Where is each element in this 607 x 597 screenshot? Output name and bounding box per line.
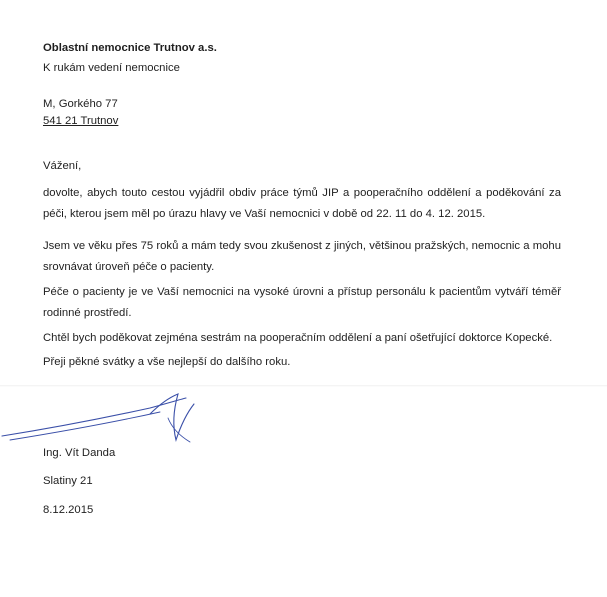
sender-name: Ing. Vít Danda [43,447,116,459]
recipient-city: 541 21 Trutnov [43,115,119,127]
paragraph-wishes: Přeji pěkné svátky a vše nejlepší do dalšího roku. [43,356,291,368]
recipient-organization: Oblastní nemocnice Trutnov a.s. [43,42,217,54]
paragraph-care-quality: Péče o pacienty je ve Vaší nemocnici na vysoké úrovni a přístup personálu k pacientům vytváří téměř rodinné prostředí. [43,286,561,319]
recipient-street: M, Gorkého 77 [43,98,118,110]
paragraph-thanks-staff: Chtěl bych poděkovat zejména sestrám na pooperačním oddělení a paní ošetřující doktorce Kopecké. [43,332,553,344]
recipient-attention: K rukám vedení nemocnice [43,62,180,74]
sender-address: Slatiny 21 [43,475,93,487]
paper-fold-line [0,385,607,387]
handwritten-signature [0,388,240,458]
paragraph-gratitude: dovolte, abych touto cestou vyjádřil obdiv práce týmů JIP a pooperačního oddělení a poděkování za péči, kterou jsem měl po úrazu hlavy ve Vaší nemocnici v době od 22. 11 do 4. 12. 2015. [43,187,561,220]
letter-date: 8.12.2015 [43,504,94,516]
paragraph-experience: Jsem ve věku přes 75 roků a mám tedy svou zkušenost z jiných, většinou pražských, nemocnic a mohu srovnávat úroveň péče o pacienty. [43,240,561,273]
salutation: Vážení, [43,160,82,172]
